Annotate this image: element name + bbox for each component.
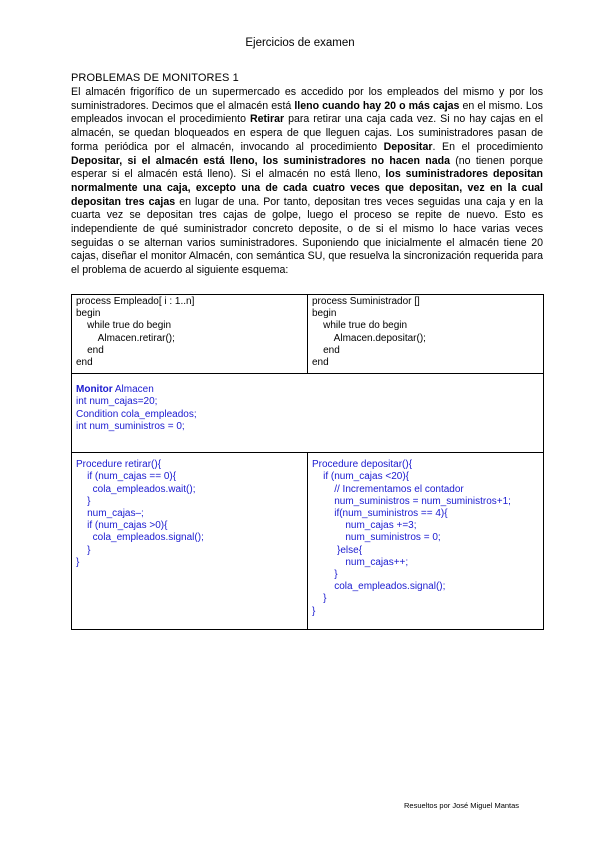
code-line: int num_cajas=20; [76,396,158,408]
code-line: num_suministros = 0; [312,532,441,544]
code-line: } [76,544,91,556]
statement-segment: (no tienen porque esperar si el almacén está lleno). Si el almacén no está lleno, [71,154,543,181]
statement-segment: . En el procedimiento [432,140,543,153]
code-line: end [312,344,340,356]
statement-segment-bold: Depositar [383,140,433,153]
code-line: begin [312,308,337,320]
statement-segment: para retirar una caja cada vez. Si no hay cajas en el almacén, se quedan bloqueados en espera de que lleguen cajas. Los suministradores pasan de forma periódica por el almacén, invocando al procedimiento [71,113,543,153]
code-line: begin [76,308,101,320]
scheme-table [71,294,544,630]
code-line: while true do begin [76,320,172,332]
code-line: } [76,556,80,568]
code-line: process Empleado[ i : 1..n] [76,296,195,307]
code-line: int num_suministros = 0; [76,420,185,432]
monitor-cell [72,374,544,453]
code-line: num_cajas++; [312,556,409,568]
statement-segment-bold: los suministradores depositan normalmente una caja, excepto una de cada cuatro veces que depositan, vez en la cual depositan tres cajas [71,168,543,208]
empleado-cell [72,295,308,374]
retirar-cell [72,453,308,630]
code-line: if (num_cajas >0){ [76,520,168,532]
code-line: Procedure retirar(){ [76,459,162,471]
code-line: } [312,569,338,581]
code-line: } [312,605,316,617]
code-line: end [76,344,104,356]
page-footer: Resueltos por José Miguel Mantas [404,801,520,810]
suministrador-cell [308,295,544,374]
code-line: Procedure depositar(){ [312,459,413,471]
page-header: Ejercicios de examen [245,37,355,49]
code-line: cola_empleados.wait(); [76,483,196,495]
statement-segment-bold: Depositar, si el almacén está lleno, los suministradores no hacen nada [71,154,450,167]
code-line: Condition cola_empleados; [76,408,197,420]
code-line: } [312,593,327,605]
code-line: if (num_cajas <20){ [312,471,409,483]
monitor-declaration [76,384,540,396]
statement-segment: El almacén frigorífico de un supermercado es accedido por los empleados del mismo y por los suministradores. Decimos que el almacén está [71,86,543,112]
code-line: Almacen.retirar(); [76,332,175,344]
code-line: cola_empleados.signal(); [312,581,446,593]
code-line: }else{ [312,544,363,556]
code-line: if (num_cajas == 0){ [76,471,177,483]
code-line: num_cajas–; [76,508,144,520]
monitor-keyword: Monitor [76,384,113,396]
monitor-name: Almacen [112,384,154,396]
code-line: num_suministros = num_suministros+1; [312,495,511,507]
code-line: end [312,357,329,369]
code-line: // Incrementamos el contador [312,483,464,495]
code-line: end [76,357,93,369]
code-line: if(num_suministros == 4){ [312,508,448,520]
statement-segment: en el mismo. Los empleados invocan el procedimiento [71,99,543,126]
code-line: } [76,495,91,507]
problem-title: PROBLEMAS DE MONITORES 1 [71,72,239,84]
code-line: Almacen.depositar(); [312,332,426,344]
code-line: while true do begin [312,320,408,332]
depositar-cell [308,453,544,630]
code-line: process Suministrador [] [312,296,420,307]
code-line: cola_empleados.signal(); [76,532,204,544]
statement-segment: en lugar de una. Por tanto, depositan tres veces seguidas una caja y en la cuarta vez se depositan tres cajas de golpe, luego el proceso se repite de nuevo. Esto es independiente de qué suministrador concreto deposite, o de si el mismo lo hace varias veces seguidas o se alternan varios suministradores. Suponiendo que inicialmente el almacén tiene 20 cajas, diseñar el monitor Almacén, con semántica SU, que resuelva la sincronización requerida para el problema de acuerdo al siguiente esquema: [71,195,543,277]
code-line: num_cajas +=3; [312,520,417,532]
statement-segment-bold: lleno cuando hay 20 o más cajas [294,99,460,112]
statement-segment-bold: Retirar [249,113,285,126]
problem-statement [71,86,543,278]
